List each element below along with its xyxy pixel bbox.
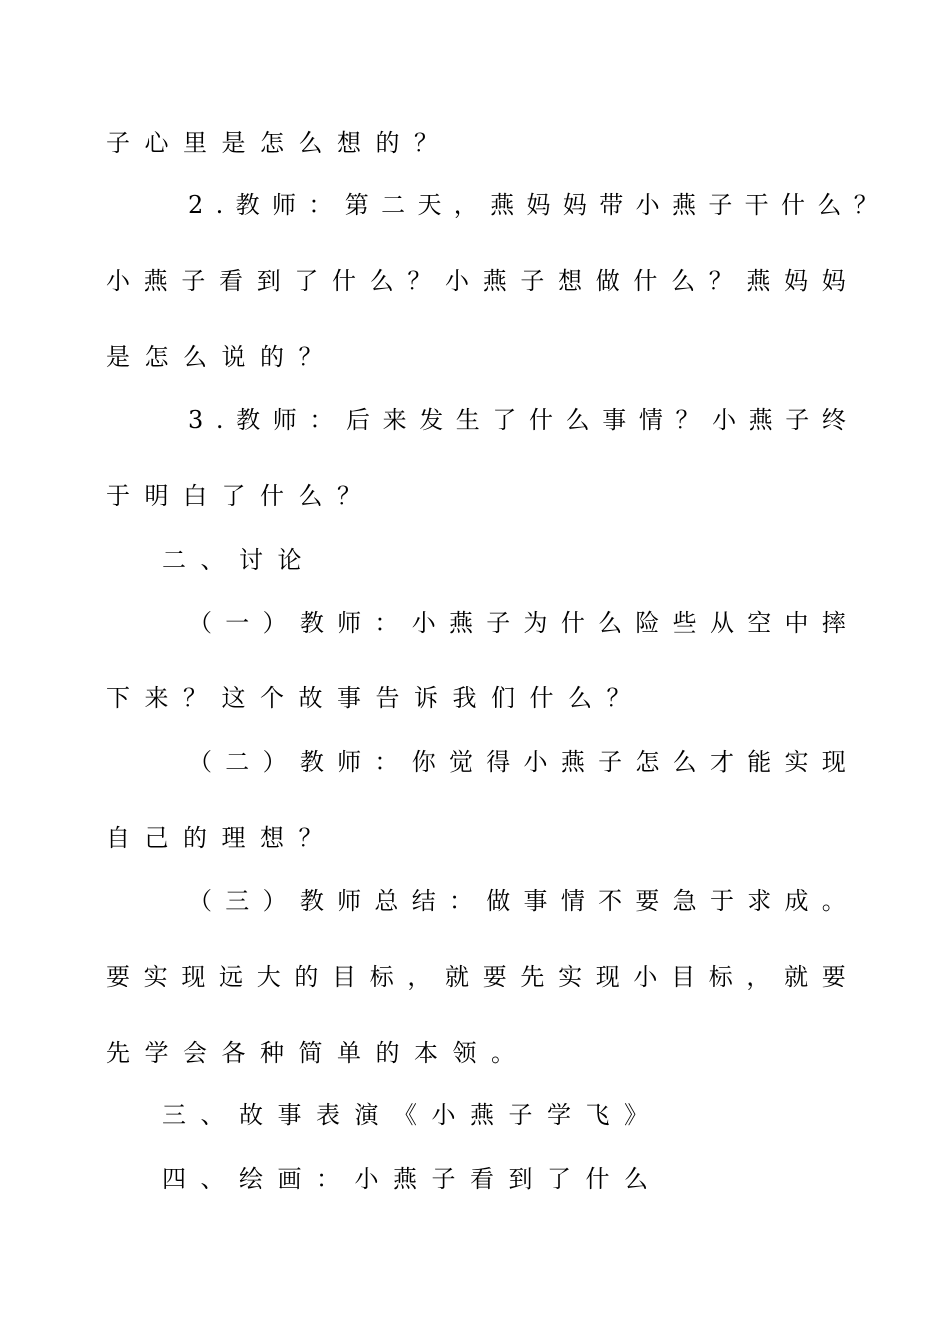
- text-line: 要 实 现 远 大 的 目 标 ， 就 要 先 实 现 小 目 标 ， 就 要: [106, 963, 846, 991]
- section-heading: 二、讨论: [162, 546, 316, 574]
- section-heading: 四、绘画：小燕子看到了什么: [162, 1165, 663, 1193]
- text-line: （ 三 ） 教 师 总 结 ： 做 事 情 不 要 急 于 求 成 。: [188, 887, 846, 915]
- text-line: 是怎么说的？: [106, 343, 337, 371]
- text-line: 子心里是怎么想的？: [106, 129, 453, 157]
- text-line: 2 . 教 师 ： 第 二 天 ， 燕 妈 妈 带 小 燕 子 干 什 么 ？: [188, 191, 878, 219]
- section-heading: 三、故事表演《小燕子学飞》: [162, 1101, 663, 1129]
- text-line: 小 燕 子 看 到 了 什 么 ？ 小 燕 子 想 做 什 么 ？ 燕 妈 妈: [106, 267, 846, 295]
- text-line: 于明白了什么？: [106, 482, 376, 510]
- text-line: （ 一 ） 教 师 ： 小 燕 子 为 什 么 险 些 从 空 中 摔: [188, 609, 846, 637]
- text-line: 先学会各种简单的本领。: [106, 1039, 530, 1067]
- text-line: （ 二 ） 教 师 ： 你 觉 得 小 燕 子 怎 么 才 能 实 现: [188, 748, 846, 776]
- text-line: 3 . 教 师 ： 后 来 发 生 了 什 么 事 情 ？ 小 燕 子 终: [188, 406, 846, 434]
- text-line: 自己的理想？: [106, 824, 337, 852]
- text-line: 下来？这个故事告诉我们什么？: [106, 684, 645, 712]
